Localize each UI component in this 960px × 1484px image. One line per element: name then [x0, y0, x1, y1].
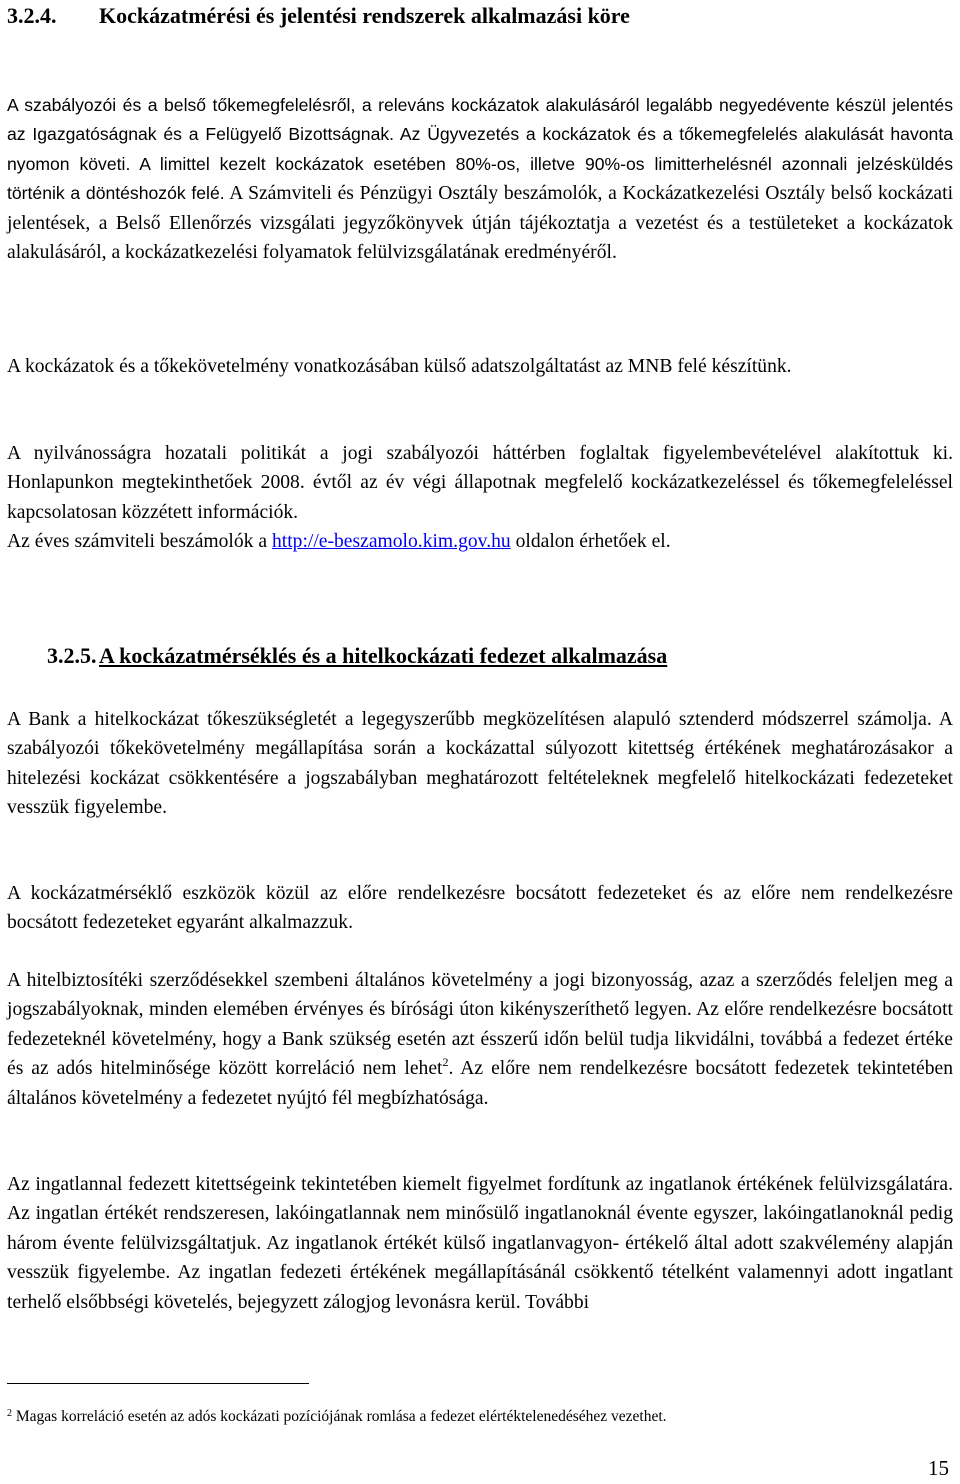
- section-heading-3-2-5: [47, 642, 667, 670]
- paragraph-disclosure: [7, 439, 953, 557]
- paragraph-disclosure-line2: Az éves számviteli beszámolók a: [7, 531, 272, 553]
- paragraph-legal-certainty: [7, 966, 953, 1113]
- section-number: 3.2.4.: [7, 3, 57, 28]
- paragraph-reporting-part1: A szabályozói és a belső tőkemegfelelésről, a releváns kockázatok alakulásáról legalább negyedévente készül jelentés az Igazgatóságnak és a Felügyelő Bizottságnak. Az Ügyvezetés a kockázatok és a tőkemegfelelés alakulását havonta nyomon követi. A limittel kezelt kockázatok esetében 80%-os, illetve 90%-os limitterhelésnél azonnali jelzésküldés történik a döntéshozók felé.: [7, 95, 953, 204]
- paragraph-mnb: A kockázatok és a tőkekövetelmény vonatkozásában külső adatszolgáltatást az MNB felé készítünk.: [7, 356, 792, 377]
- paragraph-reporting: [7, 91, 953, 267]
- paragraph-legal-certainty-text: A hitelbiztosítéki szerződésekkel szembeni általános követelmény a jogi bizonyosság, azaz a szerződés feleljen meg a jogszabályoknak, minden elemében érvényes és bírósági úton kikényszeríthető legyen. Az előre rendelkezésre bocsátott fedezeteknél követelmény, hogy a Bank szükség esetén azt ésszerű időn belül tudja likvidálni, továbbá a fedezet értéke és az adós hitelminősége között korreláció nem lehet: [7, 970, 953, 1080]
- footnote-text: Magas korreláció esetén az adós kockázati pozíciójának romlása a fedezet elértéktelenedéséhez vezethet.: [12, 1408, 667, 1425]
- paragraph-credit-risk: A Bank a hitelkockázat tőkeszükségletét a legegyszerűbb megközelítésen alapuló sztenderd módszerrel számolja. A szabályozói tőkekövetelmény megállapítása során a kockázattal súlyozott kitettség értékének meghatározásakor a hitelezési kockázat csökkentésére a jogszabályban meghatározott feltételeknek megfelelő hitelkockázati fedezeteket vesszük figyelembe.: [7, 709, 953, 819]
- section-title: Kockázatmérési és jelentési rendszerek alkalmazási köre: [99, 3, 630, 28]
- footnote-reference[interactable]: 2: [442, 1055, 449, 1070]
- paragraph-legal-certainty-end: . Az előre nem rendelkezésre bocsátott fedezetek tekintetében általános követelmény a fedezetet nyújtó fél megbízhatósága.: [7, 1058, 953, 1109]
- footnote-divider: [7, 1383, 309, 1384]
- section-number: 3.2.5.: [47, 643, 97, 668]
- paragraph-reporting-part2: A Számviteli és Pénzügyi Osztály beszámolók, a Kockázatkezelési Osztály belső kockázati jelentések, a Belső Ellenőrzés vizsgálati jegyzőkönyvek útján tájékoztatja a vezetést és a testületeket a kockázatok alakulásáról, a kockázatkezelési folyamatok felülvizsgálatának eredményéről.: [7, 183, 954, 264]
- paragraph-real-estate: Az ingatlannal fedezett kitettségeink tekintetében kiemelt figyelmet fordítunk az ingatlanok értékének felülvizsgálatára. Az ingatlan értékét rendszeresen, lakóingatlannak nem minősülő ingatlanoknál évente egyszer, lakóingatlanoknál pedig három évente felülvizsgáltatjuk. Az ingatlanok értékét külső ingatlanvagyon- értékelő által adott szakvélemény alapján vesszük figyelembe. Az ingatlan fedezeti értékének megállapításánál csökkentő tételként valamennyi adott ingatlant terhelő elsőbbségi követelés, bejegyzett zálogjog levonásra kerül. További: [7, 1174, 953, 1313]
- page-number: 15: [928, 1456, 949, 1480]
- paragraph-disclosure-line2-end: oldalon érhetőek el.: [510, 531, 671, 553]
- section-heading-3-2-4: [7, 2, 630, 30]
- beszamolo-link[interactable]: http://e-beszamolo.kim.gov.hu: [271, 531, 511, 553]
- footnote-mark: 2: [7, 1408, 12, 1419]
- paragraph-mitigation-tools: A kockázatmérséklő eszközök közül az előre rendelkezésre bocsátott fedezeteket és az előre nem rendelkezésre bocsátott fedezeteket egyaránt alkalmazzuk.: [7, 883, 953, 934]
- paragraph-disclosure-text: A nyilvánosságra hozatali politikát a jogi szabályozói háttérben foglaltak figyelembevételével alakítottuk ki. Honlapunkon megtekinthetőek 2008. évtől az év végi állapotnak megfelelő kockázatkezeléssel és tőkemegfeleléssel kapcsolatosan közzétett információk.: [7, 443, 953, 523]
- section-title: A kockázatmérséklés és a hitelkockázati fedezet alkalmazása: [99, 643, 668, 668]
- footnote: [7, 1408, 667, 1426]
